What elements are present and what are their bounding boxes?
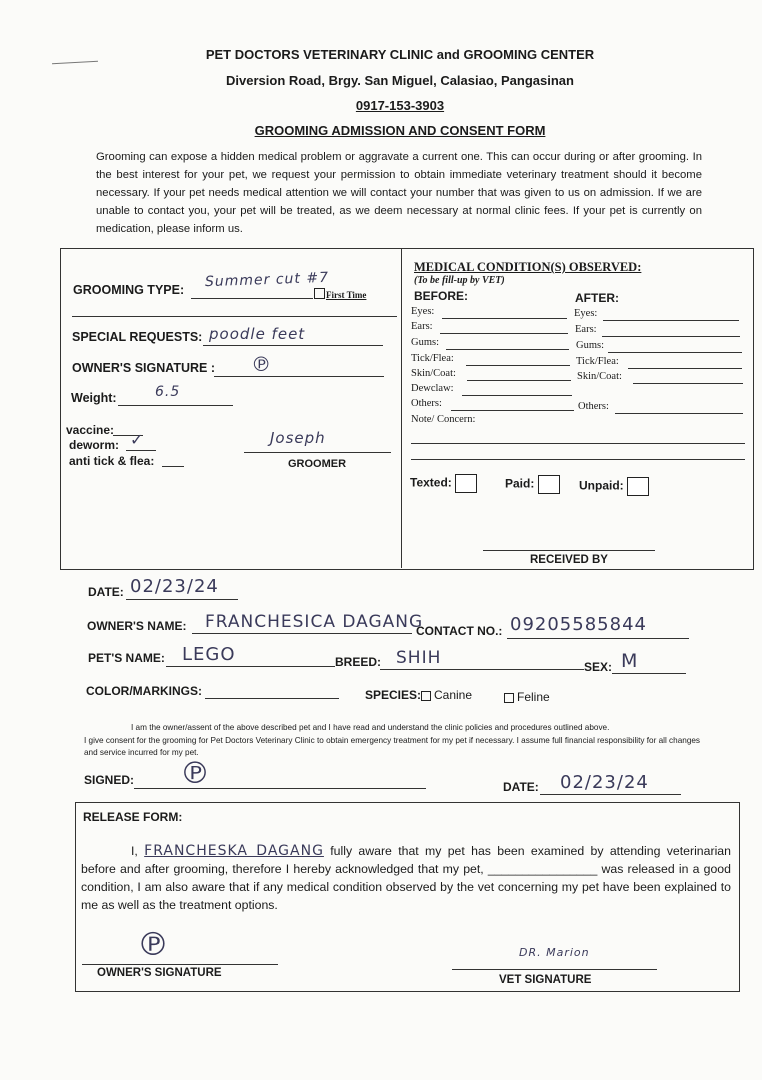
before-label: BEFORE: bbox=[414, 289, 468, 303]
special-requests-label: SPECIAL REQUESTS: bbox=[72, 330, 203, 344]
date-label: DATE: bbox=[88, 585, 124, 599]
texted-label bbox=[410, 474, 477, 493]
before-item: Dewclaw: bbox=[411, 383, 454, 394]
texted-text: Texted: bbox=[410, 475, 452, 490]
owner-name-label: OWNER'S NAME: bbox=[87, 619, 187, 633]
canine-option[interactable] bbox=[421, 688, 472, 702]
unpaid-checkbox[interactable] bbox=[627, 477, 649, 496]
before-item: Tick/Flea: bbox=[411, 353, 454, 364]
color-markings-label: COLOR/MARKINGS: bbox=[86, 684, 202, 698]
contact-label: CONTACT NO.: bbox=[416, 624, 503, 638]
consent-date-label: DATE: bbox=[503, 780, 539, 794]
groomer-label: GROOMER bbox=[288, 458, 347, 470]
first-time-checkbox[interactable] bbox=[314, 288, 325, 299]
consent-line-2: I give consent for the grooming for Pet Doctors Veterinary Clinic to obtain emergency treatment for my pet if necessary. I assume full financial responsibility for all changes and service incurred for my pet. bbox=[84, 736, 701, 757]
after-label: AFTER: bbox=[575, 291, 619, 305]
release-statement bbox=[81, 842, 731, 914]
owner-release-signature: ℗ bbox=[137, 925, 170, 963]
contact-value: 09205585844 bbox=[510, 614, 647, 635]
after-item: Skin/Coat: bbox=[577, 371, 622, 382]
owners-signature-label: OWNER'S SIGNATURE : bbox=[72, 361, 216, 375]
texted-checkbox[interactable] bbox=[455, 474, 477, 493]
grooming-type-label: GROOMING TYPE: bbox=[73, 283, 185, 297]
paid-checkbox[interactable] bbox=[538, 475, 560, 494]
deworm-check-mark: ✓ bbox=[130, 430, 145, 449]
medical-title: MEDICAL CONDITION(S) OBSERVED: bbox=[414, 260, 642, 274]
feline-label: Feline bbox=[517, 690, 550, 704]
pet-name-label: PET'S NAME: bbox=[88, 651, 165, 665]
after-item: Tick/Flea: bbox=[576, 356, 619, 367]
after-item: Ears: bbox=[575, 324, 597, 335]
sex-value: M bbox=[621, 650, 639, 672]
before-item: Others: bbox=[411, 398, 442, 409]
form-title: GROOMING ADMISSION AND CONSENT FORM bbox=[254, 123, 546, 138]
clinic-phone: 0917-153-3903 bbox=[355, 98, 445, 113]
weight-value: 6.5 bbox=[155, 384, 181, 400]
vaccine-label: vaccine: bbox=[66, 423, 115, 437]
after-item: Others: bbox=[578, 401, 609, 412]
groomer-name: Joseph bbox=[270, 429, 326, 447]
before-item: Eyes: bbox=[411, 306, 435, 317]
consent-line-1: I am the owner/assent of the above described pet and I have read and understand the clinic policies and procedures outlined above. bbox=[131, 723, 610, 732]
consent-date-value: 02/23/24 bbox=[560, 772, 649, 793]
owner-name-value: FRANCHESICA DAGANG bbox=[205, 612, 424, 632]
signed-mark: ℗ bbox=[180, 756, 211, 791]
feline-option[interactable] bbox=[504, 690, 550, 704]
release-body: fully aware that my pet has been examined by attending veterinarian before and after grooming, therefore I hereby acknowledged that my pet, ________________ was released in a good condition, I am also aware that if any medical condition observed by the vet concerning my pet have been explained to me as well as the treatment options. bbox=[81, 844, 731, 912]
deworm-label: deworm: bbox=[69, 438, 120, 452]
received-by-label: RECEIVED BY bbox=[530, 554, 608, 566]
species-label: SPECIES: bbox=[365, 688, 422, 702]
canine-label: Canine bbox=[434, 688, 473, 702]
note-label: Note/ Concern: bbox=[411, 414, 476, 425]
before-item: Gums: bbox=[411, 337, 440, 348]
medical-subtitle: (To be fill-up by VET) bbox=[414, 275, 505, 286]
weight-label: Weight: bbox=[71, 391, 117, 405]
sex-label: SEX: bbox=[584, 660, 613, 674]
grooming-type-value: Summer cut #7 bbox=[204, 269, 330, 291]
paid-text: Paid: bbox=[505, 476, 535, 491]
breed-label: BREED: bbox=[335, 655, 382, 669]
anti-tick-label: anti tick & flea: bbox=[69, 454, 155, 468]
release-title: RELEASE FORM: bbox=[83, 810, 183, 824]
release-prefix: I, bbox=[131, 844, 138, 858]
signed-label: SIGNED: bbox=[84, 773, 135, 787]
vet-name: DR. Marion bbox=[519, 946, 590, 959]
before-item: Skin/Coat: bbox=[411, 368, 456, 379]
feline-checkbox[interactable] bbox=[504, 693, 514, 703]
after-item: Eyes: bbox=[574, 308, 598, 319]
date-value: 02/23/24 bbox=[130, 576, 219, 597]
clinic-name: PET DOCTORS VETERINARY CLINIC and GROOMING CENTER bbox=[205, 47, 595, 62]
release-name: FRANCHESKA DAGANG bbox=[144, 843, 324, 859]
first-time-label: First Time bbox=[326, 290, 367, 300]
paid-label bbox=[505, 475, 560, 494]
pet-name-value: LEGO bbox=[182, 644, 236, 665]
unpaid-label bbox=[579, 477, 649, 496]
clinic-address: Diversion Road, Brgy. San Miguel, Calasiao, Pangasinan bbox=[226, 73, 574, 88]
owner-signature-mark: ℗ bbox=[251, 352, 272, 376]
canine-checkbox[interactable] bbox=[421, 691, 431, 701]
before-item: Ears: bbox=[411, 321, 433, 332]
intro-paragraph: Grooming can expose a hidden medical problem or aggravate a current one. This can occur during or after grooming. In the best interest for your pet, we request your permission to obtain immediate veterinary treatment should it become necessary. If your pet needs medical attention we will contact your number that was given to us on admission. If we are unable to contact you, your pet will be treated, as we deem necessary at normal clinic fees. If your pet is currently on medication, please inform us. bbox=[96, 151, 702, 235]
vet-signature-label: VET SIGNATURE bbox=[499, 974, 592, 986]
breed-value: SHIH bbox=[396, 648, 442, 668]
unpaid-text: Unpaid: bbox=[579, 478, 624, 493]
box-divider bbox=[401, 249, 402, 568]
owner-signature-label: OWNER'S SIGNATURE bbox=[97, 967, 222, 979]
after-item: Gums: bbox=[576, 340, 605, 351]
special-requests-value: poodle feet bbox=[209, 325, 306, 343]
